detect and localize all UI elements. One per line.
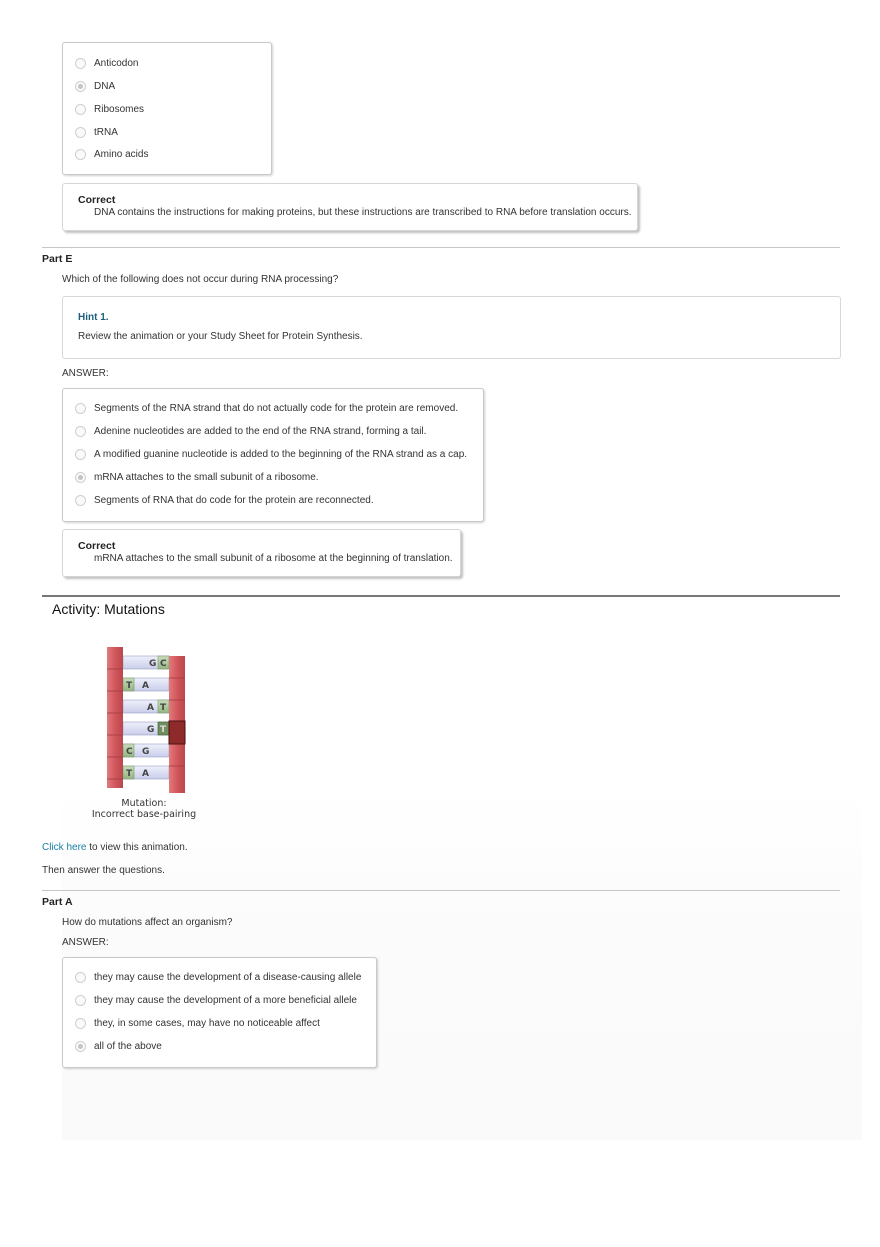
divider [42,890,840,891]
mutation-marker [169,721,185,744]
part-e-question: Which of the following does not occur during RNA processing? [62,274,339,285]
feedback-message: DNA contains the instructions for making proteins, but these instructions are transcribed to RNA before translation occurs. [94,207,632,218]
base-label: A [142,769,149,779]
part-e-answer-box [62,388,484,522]
animation-link-line [42,842,188,853]
hint-box[interactable] [62,296,841,359]
base-label: G [147,725,155,735]
base-label: A [142,681,149,691]
rung [123,678,169,691]
radio-button-selected[interactable] [75,81,86,92]
figure-caption-line2: Incorrect base-pairing [92,809,197,820]
radio-button[interactable] [75,449,86,460]
radio-button[interactable] [75,403,86,414]
option-label: tRNA [94,126,118,138]
radio-button[interactable] [75,58,86,69]
part-a-option-selected[interactable] [75,1039,162,1053]
option-label: DNA [94,80,116,92]
left-backbone [107,647,123,788]
option-amino-acids[interactable] [75,147,148,161]
base-label: G [142,747,150,757]
radio-button[interactable] [75,149,86,160]
feedback-message: mRNA attaches to the small subunit of a ribosome at the beginning of translation. [94,553,453,564]
hint-title[interactable]: Hint 1. [78,312,109,323]
feedback-title: Correct [78,194,116,206]
part-e-option[interactable] [75,493,374,507]
part-a-option[interactable] [75,970,361,984]
answer-label: ANSWER: [62,937,109,948]
radio-button-selected[interactable] [75,472,86,483]
part-e-feedback-box [62,529,461,577]
option-label: all of the above [94,1040,162,1052]
mutation-figure [92,643,212,828]
base-label: T [160,725,167,735]
part-e-option[interactable] [75,424,426,438]
base-label: A [147,703,154,713]
rung [123,656,169,669]
activity-instructions: Then answer the questions. [42,865,165,876]
rung [123,766,169,779]
base-label: T [126,681,133,691]
hint-body: Review the animation or your Study Sheet for Protein Synthesis. [78,331,363,342]
prev-answer-box [62,42,272,175]
option-ribosomes[interactable] [75,102,144,116]
option-label: Amino acids [94,148,149,160]
section-divider [42,595,840,597]
base-label: T [126,769,133,779]
radio-button[interactable] [75,426,86,437]
base-label: C [160,659,167,669]
option-label: Adenine nucleotides are added to the end of the RNA strand, forming a tail. [94,425,427,437]
part-e-option-selected[interactable] [75,470,319,484]
radio-button[interactable] [75,1018,86,1029]
figure-caption-line1: Mutation: [121,798,167,809]
radio-button[interactable] [75,104,86,115]
base-label: T [160,703,167,713]
option-label: they, in some cases, may have no noticeable affect [94,1017,320,1029]
base-label: G [149,659,157,669]
option-anticodon[interactable] [75,56,138,70]
animation-link[interactable]: Click here [42,842,87,853]
prev-feedback-box [62,183,638,231]
option-label: Anticodon [94,57,139,69]
rung [123,744,169,757]
radio-button[interactable] [75,495,86,506]
option-dna[interactable] [75,79,115,93]
part-e-heading: Part E [42,253,73,265]
link-suffix: to view this animation. [86,842,188,853]
rung-mutation [123,722,169,735]
part-e-option[interactable] [75,401,458,415]
part-a-question: How do mutations affect an organism? [62,917,233,928]
activity-title: Activity: Mutations [52,601,165,617]
part-e-option[interactable] [75,447,467,461]
option-label: Segments of RNA that do code for the protein are reconnected. [94,494,374,506]
answer-label: ANSWER: [62,368,109,379]
base-label: C [126,747,133,757]
radio-button[interactable] [75,972,86,983]
rung [123,700,169,713]
part-a-option[interactable] [75,1016,320,1030]
option-label: they may cause the development of a disease-causing allele [94,971,362,983]
part-a-option[interactable] [75,993,357,1007]
option-label: Ribosomes [94,103,145,115]
part-a-answer-box [62,957,377,1068]
option-label: mRNA attaches to the small subunit of a ribosome. [94,471,319,483]
option-label: Segments of the RNA strand that do not actually code for the protein are removed. [94,402,459,414]
radio-button[interactable] [75,127,86,138]
option-trna[interactable] [75,125,118,139]
right-backbone [169,656,185,793]
feedback-title: Correct [78,540,116,552]
option-label: A modified guanine nucleotide is added to the beginning of the RNA strand as a cap. [94,448,468,460]
divider [42,247,840,248]
option-label: they may cause the development of a more beneficial allele [94,994,357,1006]
radio-button[interactable] [75,995,86,1006]
radio-button-selected[interactable] [75,1041,86,1052]
part-a-heading: Part A [42,896,73,908]
